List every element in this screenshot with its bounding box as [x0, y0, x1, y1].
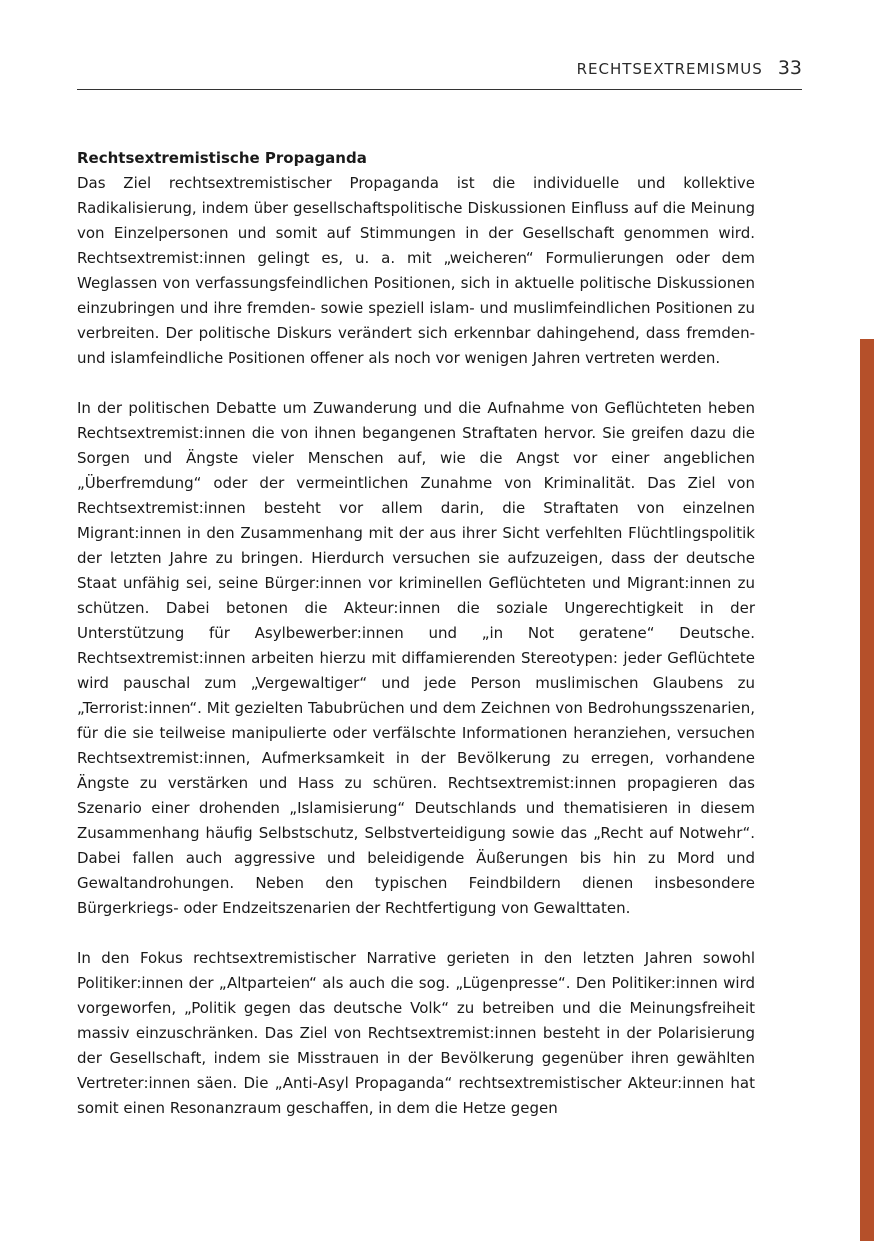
- paragraph: In den Fokus rechtsextremistischer Narrative gerieten in den letzten Jahren sowohl Politiker:innen der „Altparteien“ als auch die sog. „Lügenpresse“. Den Politiker:innen wird vorgeworfen, „Politik gegen das deutsche Volk“ zu betreiben und die Meinungsfreiheit massiv einzuschränken. Das Ziel von Rechtsextremist:innen besteht in der Polarisierung der Gesellschaft, indem sie Misstrauen in der Bevölkerung gegenüber ihren gewählten Vertreter:innen säen. Die „Anti-Asyl Propaganda“ rechtsextremistischer Akteur:innen hat somit einen Resonanzraum geschaffen, in dem die Hetze gegen: [77, 949, 755, 1117]
- chapter-side-bar: [860, 339, 874, 1241]
- header-rule: [77, 89, 802, 90]
- paragraph: In der politischen Debatte um Zuwanderung und die Aufnahme von Geflüchteten heben Rechtsextremist:innen die von ihnen begangenen Straftaten hervor. Sie greifen dazu die Sorgen und Ängste vieler Menschen auf, wie die Angst vor einer angeblichen „Überfremdung“ oder der vermeintlichen Zunahme von Kriminalität. Das Ziel von Rechtsextremist:innen besteht vor allem darin, die Straftaten von einzelnen Migrant:innen in den Zusammenhang mit der aus ihrer Sicht verfehlten Flüchtlingspolitik der letzten Jahre zu bringen. Hierdurch versuchen sie aufzuzeigen, dass der deutsche Staat unfähig sei, seine Bürger:innen vor kriminellen Geflüchteten und Migrant:innen zu schützen. Dabei betonen die Akteur:innen die soziale Ungerechtigkeit in der Unterstützung für Asylbewerber:innen und „in Not geratene“ Deutsche. Rechtsextremist:innen arbeiten hierzu mit diffamierenden Stereotypen: jeder Geflüchtete wird pauschal zum „Vergewaltiger“ und jede Person muslimischen Glaubens zu „Terrorist:innen“. Mit gezielten Tabubrüchen und dem Zeichnen von Bedrohungsszenarien, für die sie teilweise manipulierte oder verfälschte Informationen heranziehen, versuchen Rechtsextremist:innen, Aufmerksamkeit in der Bevölkerung zu erregen, vorhandene Ängste zu verstärken und Hass zu schüren. Rechtsextremist:innen propagieren das Szenario einer drohenden „Islamisierung“ Deutschlands und thematisieren in diesem Zusammenhang häufig Selbstschutz, Selbstverteidigung sowie das „Recht auf Notwehr“. Dabei fallen auch aggressive und beleidigende Äußerungen bis hin zu Mord und Gewaltandrohungen. Neben den typischen Feindbildern dienen insbesondere Bürgerkriegs- oder Endzeitszenarien der Rechtfertigung von Gewalttaten.: [77, 399, 755, 917]
- section-title: RECHTSEXTREMISMUS: [576, 60, 763, 78]
- paragraph: Das Ziel rechtsextremistischer Propaganda ist die individuelle und kollektive Radikalisierung, indem über gesellschaftspolitische Diskussionen Einfluss auf die Meinung von Einzelpersonen und somit auf Stimmungen in der Gesellschaft genommen wird. Rechtsextremist:innen gelingt es, u. a. mit „weicheren“ Formulierungen oder dem Weglassen von verfassungsfeindlichen Positionen, sich in aktuelle politische Diskussionen einzubringen und ihre fremden- sowie speziell islam- und muslimfeindlichen Positionen zu verbreiten. Der politische Diskurs verändert sich erkennbar dahingehend, dass fremden- und islamfeindliche Positionen offener als noch vor wenigen Jahren vertreten werden.: [77, 174, 755, 367]
- page-number: 33: [777, 57, 802, 79]
- article-body: [77, 146, 755, 1146]
- section-heading: Rechtsextremistische Propaganda: [77, 149, 367, 167]
- running-header: [77, 57, 802, 79]
